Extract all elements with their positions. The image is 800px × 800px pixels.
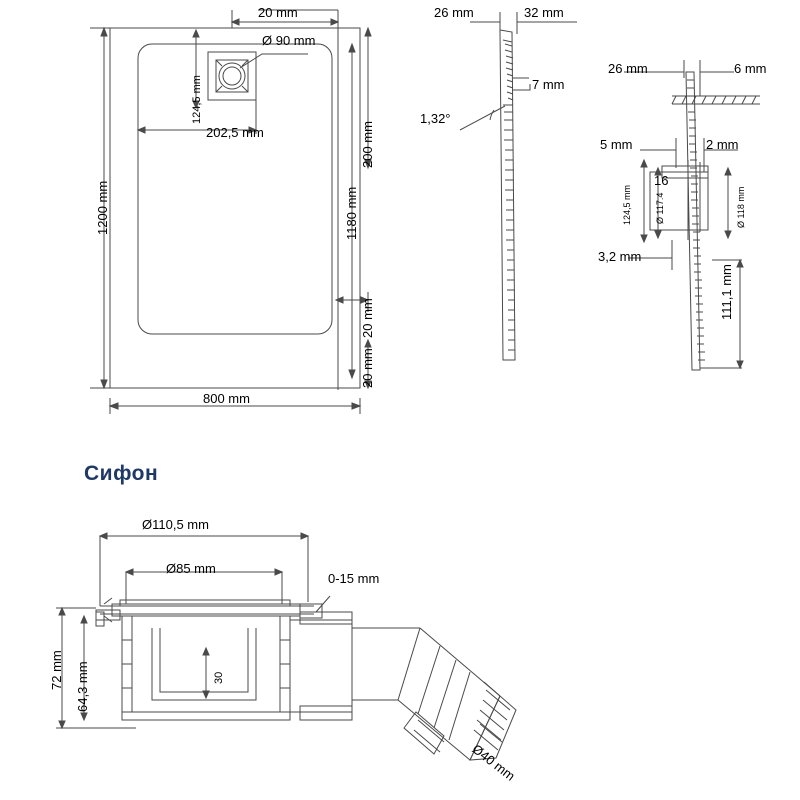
siphon-total-height-label: 72 mm [49, 650, 64, 690]
detail-outer-diameter-label: Ø 118 mm [736, 186, 746, 228]
side-left-edge-label: 26 mm [434, 5, 474, 20]
siphon-body-height-label: 64,3 mm [75, 661, 90, 712]
side-thickness-label: 7 mm [532, 77, 565, 92]
detail-bottom-label: 3,2 mm [598, 249, 642, 264]
side-angle-label: 1,32° [420, 111, 451, 126]
plan-overall-height-label: 1200 mm [95, 180, 110, 235]
detail-center-value-label: 16 [654, 173, 669, 188]
plan-mid-offset-label: 20 mm [360, 298, 375, 338]
siphon-adjust-range-label: 0-15 mm [328, 571, 380, 586]
detail-inner-diameter-label: Ø 117.4 [655, 192, 665, 224]
plan-top-zone-label: 200 mm [360, 121, 375, 168]
siphon-outlet-diameter-label: Ø40 mm [469, 741, 518, 784]
detail-total-height-label: 111,1 mm [719, 264, 734, 320]
plan-bottom-offset-label: 20 mm [360, 348, 375, 388]
plan-inner-height-label: 1180 mm [344, 186, 359, 240]
plan-drain-y-label: 124,5 mm [191, 75, 203, 124]
plan-drain-diameter-label: Ø 90 mm [262, 33, 316, 48]
siphon-inner-height-label: 30 [213, 671, 225, 684]
siphon-inner-diameter-label: Ø85 mm [166, 561, 216, 576]
siphon-section-title: Сифон [84, 462, 159, 485]
side-right-edge-label: 32 mm [524, 5, 564, 20]
detail-top-left-label: 26 mm [608, 61, 648, 76]
detail-height-left-label: 124,5 mm [622, 184, 632, 225]
siphon-outer-diameter-label: Ø110,5 mm [142, 517, 209, 532]
detail-top-right-label: 6 mm [734, 61, 767, 76]
plan-width-label: 800 mm [203, 391, 250, 406]
plan-drain-x-label: 202,5 mm [206, 125, 264, 140]
plan-top-offset-label: 20 mm [258, 5, 298, 20]
detail-left-label: 5 mm [600, 137, 633, 152]
detail-right-label: 2 mm [706, 137, 739, 152]
